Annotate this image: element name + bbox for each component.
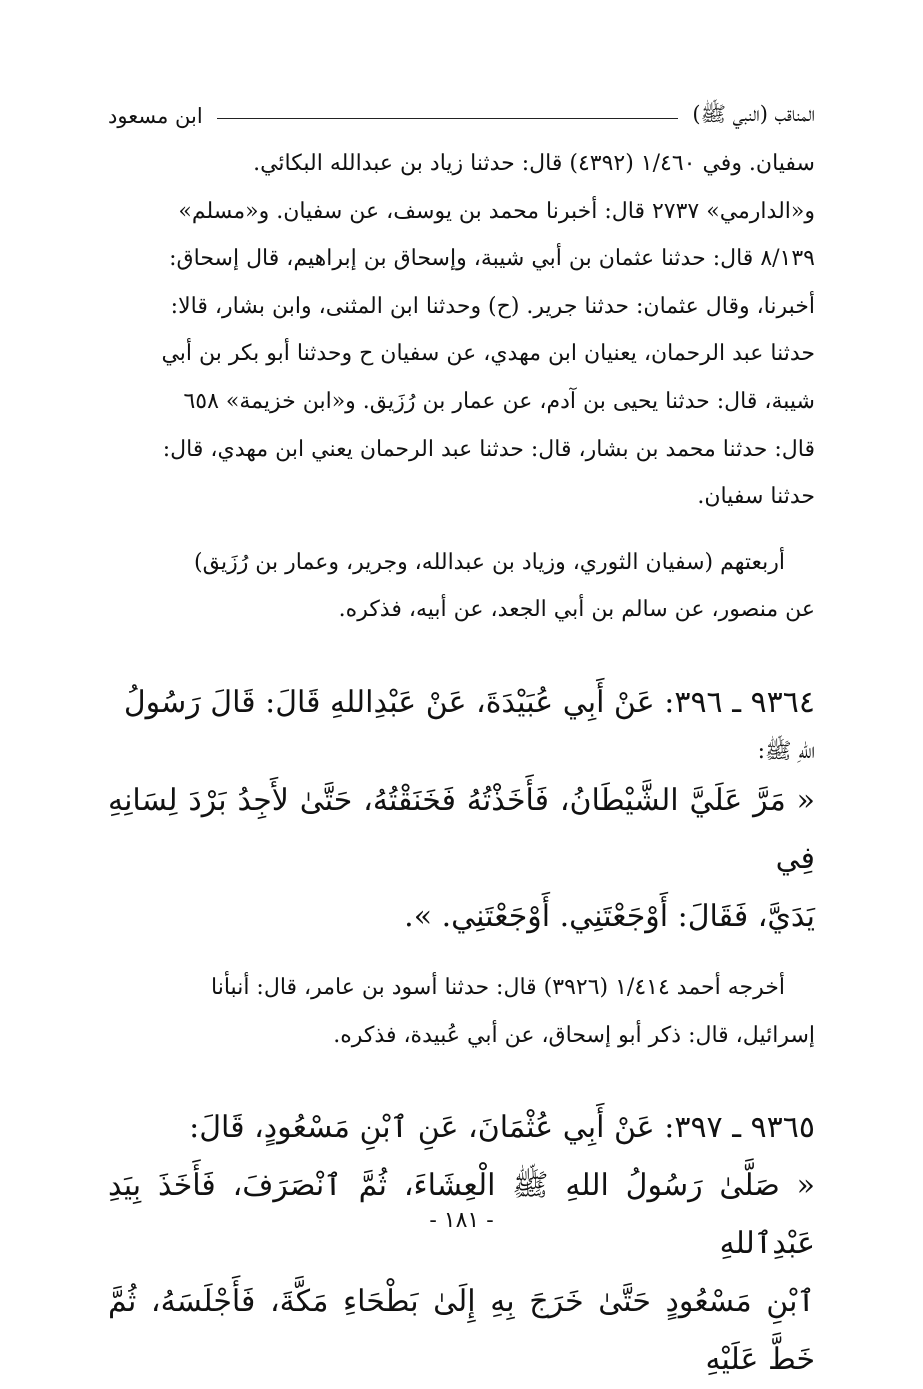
text-line: أربعتهم (سفيان الثوري، وزياد بن عبدالله، وجرير، وعمار بن رُزَيق) [194, 549, 785, 575]
text-line: سفيان. وفي ١/٤٦٠ (٤٣٩٢) قال: حدثنا زياد بن عبدالله البكائي. [253, 151, 815, 176]
header-section-title: ابن مسعود [108, 104, 203, 128]
text-line: ٨/١٣٩ قال: حدثنا عثمان بن أبي شيبة، وإسحاق بن إبراهيم، قال إسحاق: [169, 246, 815, 272]
hadith-heading: ٩٣٦٥ ـ ٣٩٧: عَنْ أَبِي عُثْمَانَ، عَنِ ٱبْنِ مَسْعُودٍ، قَالَ: [189, 1110, 815, 1146]
header-chapter-title: المناقب (النبي ﷺ) [692, 101, 815, 126]
page-number: - ١٨١ - [429, 1208, 494, 1233]
source-paragraph [108, 140, 815, 521]
hadith-text-line: اللهِ ﷺ: [757, 738, 815, 764]
hadith-9364 [108, 674, 815, 1059]
running-header [108, 96, 815, 136]
hadith-9365 [108, 1099, 815, 1389]
text-line: شيبة، قال: حدثنا يحيى بن آدم، عن عمار بن رُزَيق. و«ابن خزيمة» ٦٥٨ [183, 388, 815, 414]
text-line: أخبرنا، وقال عثمان: حدثنا جرير. (ح) وحدثنا ابن المثنى، وابن بشار، قالا: [170, 293, 815, 319]
text-line: عن منصور، عن سالم بن أبي الجعد، عن أبيه، فذكره. [338, 597, 815, 623]
summary-paragraph [108, 539, 815, 634]
text-line: حدثنا سفيان. [697, 484, 815, 510]
hadith-text-line: يَدَيَّ، فَقَالَ: أَوْجَعْتَنِي. أَوْجَعْتَنِي. ». [404, 898, 815, 934]
text-line: حدثنا عبد الرحمان، يعنيان ابن مهدي، عن سفيان ح وحدثنا أبو بكر بن أبي [161, 341, 815, 367]
page-body [108, 140, 815, 1389]
text-line: قال: حدثنا محمد بن بشار، قال: حدثنا عبد الرحمان يعني ابن مهدي، قال: [162, 436, 815, 462]
text-line: إسرائيل، قال: ذكر أبو إسحاق، عن أبي عُبيدة، فذكره. [333, 1022, 815, 1048]
text-line: و«الدارمي» ٢٧٣٧ قال: أخبرنا محمد بن يوسف، عن سفيان. و«مسلم» [178, 198, 815, 224]
hadith-text-line: « صَلَّىٰ رَسُولُ اللهِ ﷺ الْعِشَاءَ، ثُمَّ ٱنْصَرَفَ، فَأَخَذَ بِيَدِ عَبْدِٱللهِ [108, 1168, 815, 1262]
hadith-text-line: ٱبْنِ مَسْعُودٍ حَتَّىٰ خَرَجَ بِهِ إِلَىٰ بَطْحَاءِ مَكَّةَ، فَأَجْلَسَهُ، ثُمَّ خَطَّ عَلَيْهِ [108, 1284, 815, 1378]
hadith-text-line: « مَرَّ عَلَيَّ الشَّيْطَانُ، فَأَخَذْتُهُ فَخَنَقْتُهُ، حَتَّىٰ لأَجِدُ بَرْدَ لِسَانِهِ فِي [108, 782, 815, 876]
hadith-heading: ٩٣٦٤ ـ ٣٩٦: عَنْ أَبِي عُبَيْدَةَ، عَنْ عَبْدِاللهِ قَالَ: قَالَ رَسُولُ [123, 684, 815, 720]
header-rule [217, 118, 679, 119]
text-line: أخرجه أحمد ١/٤١٤ (٣٩٢٦) قال: حدثنا أسود بن عامر، قال: أنبأنا [211, 974, 785, 1000]
